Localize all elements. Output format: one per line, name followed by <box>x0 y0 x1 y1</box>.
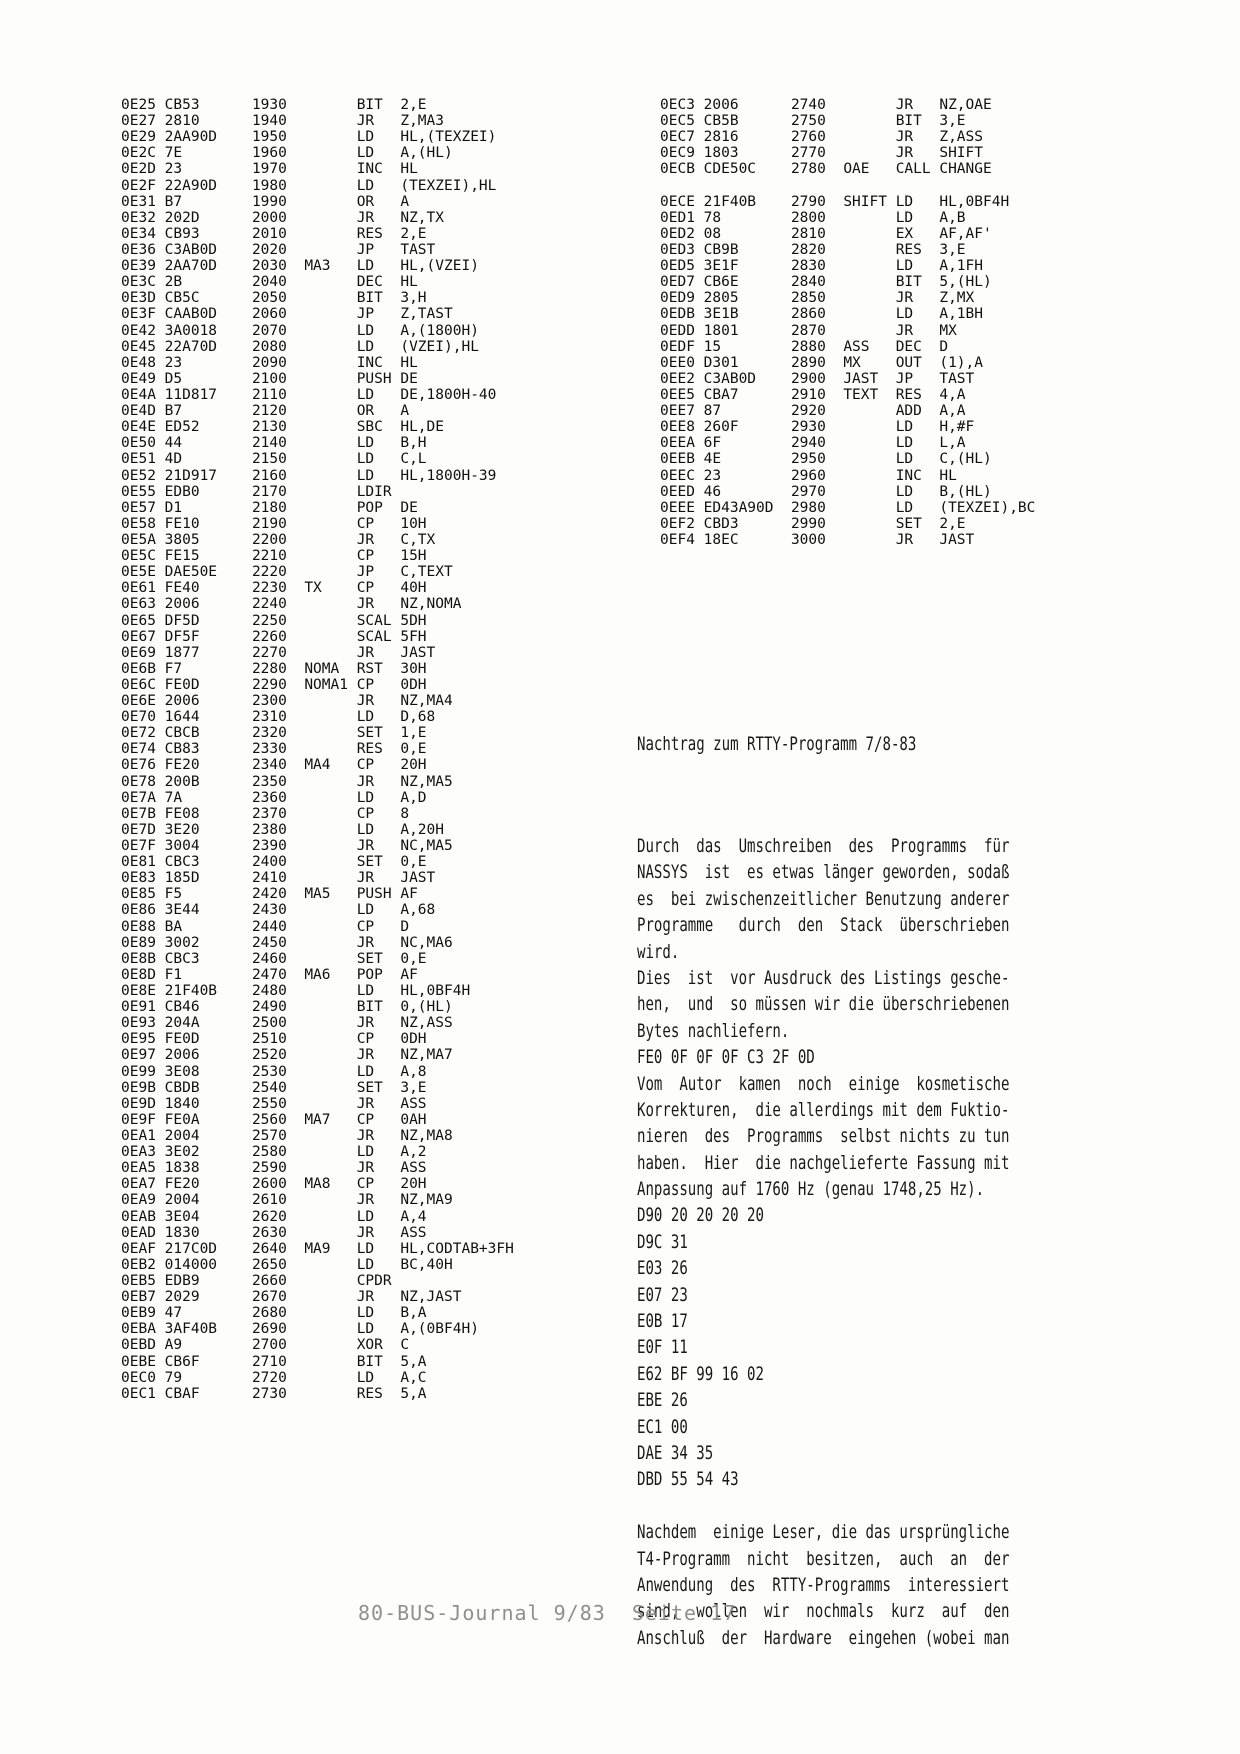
listing-line: 0E69 1877 2270 JR JAST <box>121 644 436 661</box>
article-line: D9C 31 <box>637 1230 688 1253</box>
listing-line: 0EA3 3E02 2580 LD A,2 <box>121 1144 427 1161</box>
listing-line: 0E50 44 2140 LD B,H <box>121 435 427 452</box>
listing-line: 0E7F 3004 2390 JR NC,MA5 <box>121 838 453 855</box>
article-line: nieren des Programms selbst nichts zu tun <box>637 1125 1010 1148</box>
listing-line: 0E63 2006 2240 JR NZ,NOMA <box>121 596 462 613</box>
listing-line: 0EF2 CBD3 2990 SET 2,E <box>660 515 966 532</box>
listing-line: 0E3D CB5C 2050 BIT 3,H <box>121 290 427 307</box>
article-line: T4-Programm nicht besitzen, auch an der <box>637 1547 1010 1570</box>
article-line: sind, wollen wir nochmals kurz auf den <box>637 1600 1010 1623</box>
listing-line: 0EAF 217C0D 2640 MA9 LD HL,CODTAB+3FH <box>121 1240 514 1257</box>
listing-line: 0E3F CAAB0D 2060 JP Z,TAST <box>121 306 453 323</box>
listing-line: 0EE5 CBA7 2910 TEXT RES 4,A <box>660 386 966 403</box>
listing-line: 0E2F 22A90D 1980 LD (TEXZEI),HL <box>121 177 497 194</box>
listing-line: 0E9B CBDB 2540 SET 3,E <box>121 1079 427 1096</box>
listing-line: 0E86 3E44 2430 LD A,68 <box>121 902 436 919</box>
article-line: Anpassung auf 1760 Hz (genau 1748,25 Hz). <box>637 1178 985 1201</box>
article-line: NASSYS ist es etwas länger geworden, sodaß <box>637 861 1010 884</box>
article-line: haben. Hier die nachgelieferte Fassung mit <box>637 1151 1010 1174</box>
listing-line: 0EAB 3E04 2620 LD A,4 <box>121 1208 427 1225</box>
article-line: DAE 34 35 <box>637 1442 714 1464</box>
listing-line: 0E49 D5 2100 PUSH DE <box>121 370 418 387</box>
listing-line: 0EBE CB6F 2710 BIT 5,A <box>121 1353 427 1370</box>
listing-line: 0EC9 1803 2770 JR SHIFT <box>660 145 984 162</box>
article-line: FE0 0F 0F 0F C3 2F 0D <box>637 1046 815 1069</box>
listing-line: 0E4D B7 2120 OR A <box>121 403 410 420</box>
listing-line: 0E32 202D 2000 JR NZ,TX <box>121 209 445 226</box>
article-line <box>637 1493 1016 1519</box>
listing-line: 0ECE 21F40B 2790 SHIFT LD HL,0BF4H <box>660 193 1010 210</box>
article-line: E62 BF 99 16 02 <box>637 1362 764 1385</box>
listing-line: 0E34 CB93 2010 RES 2,E <box>121 225 427 242</box>
listing-line: 0EEC 23 2960 INC HL <box>660 467 957 484</box>
listing-line: 0E5A 3805 2200 JR C,TX <box>121 531 436 548</box>
listing-line: 0ECB CDE50C 2780 OAE CALL CHANGE <box>660 161 992 178</box>
listing-line: 0E93 204A 2500 JR NZ,ASS <box>121 1015 453 1032</box>
listing-line: 0ED1 78 2800 LD A,B <box>660 209 966 226</box>
listing-line: 0E6B F7 2280 NOMA RST 30H <box>121 660 427 677</box>
listing-line: 0E3C 2B 2040 DEC HL <box>121 274 418 291</box>
listing-line: 0EBA 3AF40B 2690 LD A,(0BF4H) <box>121 1321 479 1338</box>
article-line: EC1 00 <box>637 1415 688 1438</box>
article <box>637 678 1016 1704</box>
article-line: E07 23 <box>637 1283 688 1306</box>
article-line: es bei zwischenzeitlicher Benutzung anderer <box>637 887 1010 910</box>
listing-line: 0E45 22A70D 2080 LD (VZEI),HL <box>121 338 479 355</box>
article-line: E0F 11 <box>637 1336 688 1359</box>
article-line: Anwendung des RTTY-Programms interessiert <box>637 1573 1010 1596</box>
listing-line: 0E25 CB53 1930 BIT 2,E <box>121 97 427 113</box>
listing-line: 0EE2 C3AB0D 2900 JAST JP TAST <box>660 370 975 387</box>
article-line: Programme durch den Stack überschrieben <box>637 914 1010 937</box>
listing-line: 0E31 B7 1990 OR A <box>121 193 410 210</box>
listing-line: 0E72 CBCB 2320 SET 1,E <box>121 725 427 742</box>
listing-line: 0EED 46 2970 LD B,(HL) <box>660 483 992 500</box>
article-body <box>637 833 1016 1651</box>
listing-line: 0EC3 2006 2740 JR NZ,OAE <box>660 97 992 113</box>
listing-line: 0E74 CB83 2330 RES 0,E <box>121 741 427 758</box>
listing-line: 0E39 2AA70D 2030 MA3 LD HL,(VZEI) <box>121 258 479 275</box>
listing-line: 0EAD 1830 2630 JR ASS <box>121 1224 427 1241</box>
article-line: Durch das Umschreiben des Programms für <box>637 835 1010 858</box>
listing-line: 0EE0 D301 2890 MX OUT (1),A <box>660 354 984 371</box>
article-heading: Nachtrag zum RTTY-Programm 7/8-83 <box>637 732 917 755</box>
listing-line: 0E52 21D917 2160 LD HL,1800H-39 <box>121 467 497 484</box>
listing-line: 0EA7 FE20 2600 MA8 CP 20H <box>121 1176 427 1193</box>
article-line: Anschluß der Hardware eingehen (wobei man <box>637 1626 1010 1649</box>
listing-line: 0EB7 2029 2670 JR NZ,JAST <box>121 1289 462 1306</box>
listing-line: 0EC5 CB5B 2750 BIT 3,E <box>660 113 966 130</box>
listing-line: 0E70 1644 2310 LD D,68 <box>121 709 436 726</box>
listing-line: 0ED2 08 2810 EX AF,AF' <box>660 225 992 242</box>
listing-line: 0E48 23 2090 INC HL <box>121 354 418 371</box>
listing-line: 0EE7 87 2920 ADD A,A <box>660 403 966 420</box>
assembly-listing-right-column <box>660 97 1035 548</box>
listing-line: 0E9D 1840 2550 JR ASS <box>121 1095 427 1112</box>
listing-line: 0EEE ED43A90D 2980 LD (TEXZEI),BC <box>660 499 1036 516</box>
article-line: hen, und so müssen wir die überschriebenen <box>637 993 1010 1016</box>
listing-line: 0E57 D1 2180 POP DE <box>121 499 418 516</box>
listing-line: 0E55 EDB0 2170 LDIR <box>121 483 401 500</box>
listing-line: 0E61 FE40 2230 TX CP 40H <box>121 580 427 597</box>
listing-line: 0EB5 EDB9 2660 CPDR <box>121 1272 401 1289</box>
listing-line: 0E99 3E08 2530 LD A,8 <box>121 1063 427 1080</box>
listing-line: 0E97 2006 2520 JR NZ,MA7 <box>121 1047 453 1064</box>
listing-line: 0EA9 2004 2610 JR NZ,MA9 <box>121 1192 453 1209</box>
listing-line: 0EB9 47 2680 LD B,A <box>121 1305 427 1322</box>
listing-line: 0EB2 014000 2650 LD BC,40H <box>121 1256 453 1273</box>
listing-line: 0ED9 2805 2850 JR Z,MX <box>660 290 975 307</box>
listing-line: 0E42 3A0018 2070 LD A,(1800H) <box>121 322 479 339</box>
article-line: E0B 17 <box>637 1310 688 1333</box>
article-line: Vom Autor kamen noch einige kosmetische <box>637 1072 1010 1095</box>
assembly-listing-left-column <box>121 97 514 1402</box>
listing-line: 0E9F FE0A 2560 MA7 CP 0AH <box>121 1111 427 1128</box>
page-footer: 80-BUS-Journal 9/83 Seite 17 <box>358 1601 737 1625</box>
article-line: wird. <box>637 940 680 963</box>
article-line: E03 26 <box>637 1257 688 1280</box>
listing-line: 0E29 2AA90D 1950 LD HL,(TEXZEI) <box>121 129 497 146</box>
listing-line: 0E7B FE08 2370 CP 8 <box>121 805 410 822</box>
listing-line: 0E8B CBC3 2460 SET 0,E <box>121 950 427 967</box>
listing-line: 0EA1 2004 2570 JR NZ,MA8 <box>121 1128 453 1144</box>
listing-line: 0E8E 21F40B 2480 LD HL,0BF4H <box>121 983 471 1000</box>
listing-line: 0ED7 CB6E 2840 BIT 5,(HL) <box>660 274 992 291</box>
listing-line: 0E36 C3AB0D 2020 JP TAST <box>121 241 436 258</box>
listing-line: 0E4A 11D817 2110 LD DE,1800H-40 <box>121 386 497 403</box>
listing-line: 0E8D F1 2470 MA6 POP AF <box>121 966 418 983</box>
listing-line: 0E5E DAE50E 2220 JP C,TEXT <box>121 564 453 581</box>
listing-line: 0EDD 1801 2870 JR MX <box>660 322 957 339</box>
listing-line: 0E4E ED52 2130 SBC HL,DE <box>121 419 445 436</box>
listing-line: 0E51 4D 2150 LD C,L <box>121 451 427 468</box>
listing-line: 0EC1 CBAF 2730 RES 5,A <box>121 1385 427 1402</box>
listing-line: 0E27 2810 1940 JR Z,MA3 <box>121 113 445 130</box>
listing-line: 0E6E 2006 2300 JR NZ,MA4 <box>121 693 453 710</box>
listing-line: 0EBD A9 2700 XOR C <box>121 1337 410 1354</box>
listing-line: 0EDB 3E1B 2860 LD A,1BH <box>660 306 984 323</box>
listing-line: 0EC7 2816 2760 JR Z,ASS <box>660 129 984 146</box>
article-line: DBD 55 54 43 <box>637 1468 739 1491</box>
listing-line: 0EDF 15 2880 ASS DEC D <box>660 338 949 355</box>
listing-line: 0ED5 3E1F 2830 LD A,1FH <box>660 258 984 275</box>
listing-line: 0E76 FE20 2340 MA4 CP 20H <box>121 757 427 774</box>
listing-line: 0E65 DF5D 2250 SCAL 5DH <box>121 612 427 629</box>
listing-line: 0EEB 4E 2950 LD C,(HL) <box>660 451 992 468</box>
article-line: Nachdem einige Leser, die das ursprüngliche <box>637 1521 1010 1544</box>
listing-line: 0E89 3002 2450 JR NC,MA6 <box>121 934 453 951</box>
listing-line: 0E83 185D 2410 JR JAST <box>121 870 436 887</box>
listing-line: 0EF4 18EC 3000 JR JAST <box>660 531 975 548</box>
listing-line <box>660 178 1035 194</box>
article-line: Bytes nachliefern. <box>637 1019 790 1042</box>
listing-line: 0E78 200B 2350 JR NZ,MA5 <box>121 773 453 790</box>
listing-line: 0E58 FE10 2190 CP 10H <box>121 515 427 532</box>
listing-line: 0EE8 260F 2930 LD H,#F <box>660 419 975 436</box>
article-line: D90 20 20 20 20 <box>637 1204 764 1227</box>
listing-line: 0E7A 7A 2360 LD A,D <box>121 789 427 806</box>
listing-line: 0E5C FE15 2210 CP 15H <box>121 548 427 565</box>
article-line: EBE 26 <box>637 1389 688 1412</box>
listing-line: 0E7D 3E20 2380 LD A,20H <box>121 821 445 838</box>
listing-line: 0EA5 1838 2590 JR ASS <box>121 1160 427 1177</box>
listing-line: 0E95 FE0D 2510 CP 0DH <box>121 1031 427 1048</box>
article-line: Dies ist vor Ausdruck des Listings gesche- <box>637 966 1010 989</box>
listing-line: 0E67 DF5F 2260 SCAL 5FH <box>121 628 427 645</box>
listing-line: 0E6C FE0D 2290 NOMA1 CP 0DH <box>121 676 427 693</box>
listing-line: 0EC0 79 2720 LD A,C <box>121 1369 427 1386</box>
listing-line: 0E85 F5 2420 MA5 PUSH AF <box>121 886 418 903</box>
article-line: Korrekturen, die allerdings mit dem Fuktio- <box>637 1098 1010 1121</box>
listing-line: 0ED3 CB9B 2820 RES 3,E <box>660 241 966 258</box>
listing-line: 0E2D 23 1970 INC HL <box>121 161 418 178</box>
listing-line: 0E91 CB46 2490 BIT 0,(HL) <box>121 999 453 1016</box>
listing-line: 0EEA 6F 2940 LD L,A <box>660 435 966 452</box>
listing-line: 0E81 CBC3 2400 SET 0,E <box>121 854 427 871</box>
listing-line: 0E88 BA 2440 CP D <box>121 918 410 935</box>
listing-line: 0E2C 7E 1960 LD A,(HL) <box>121 145 453 162</box>
